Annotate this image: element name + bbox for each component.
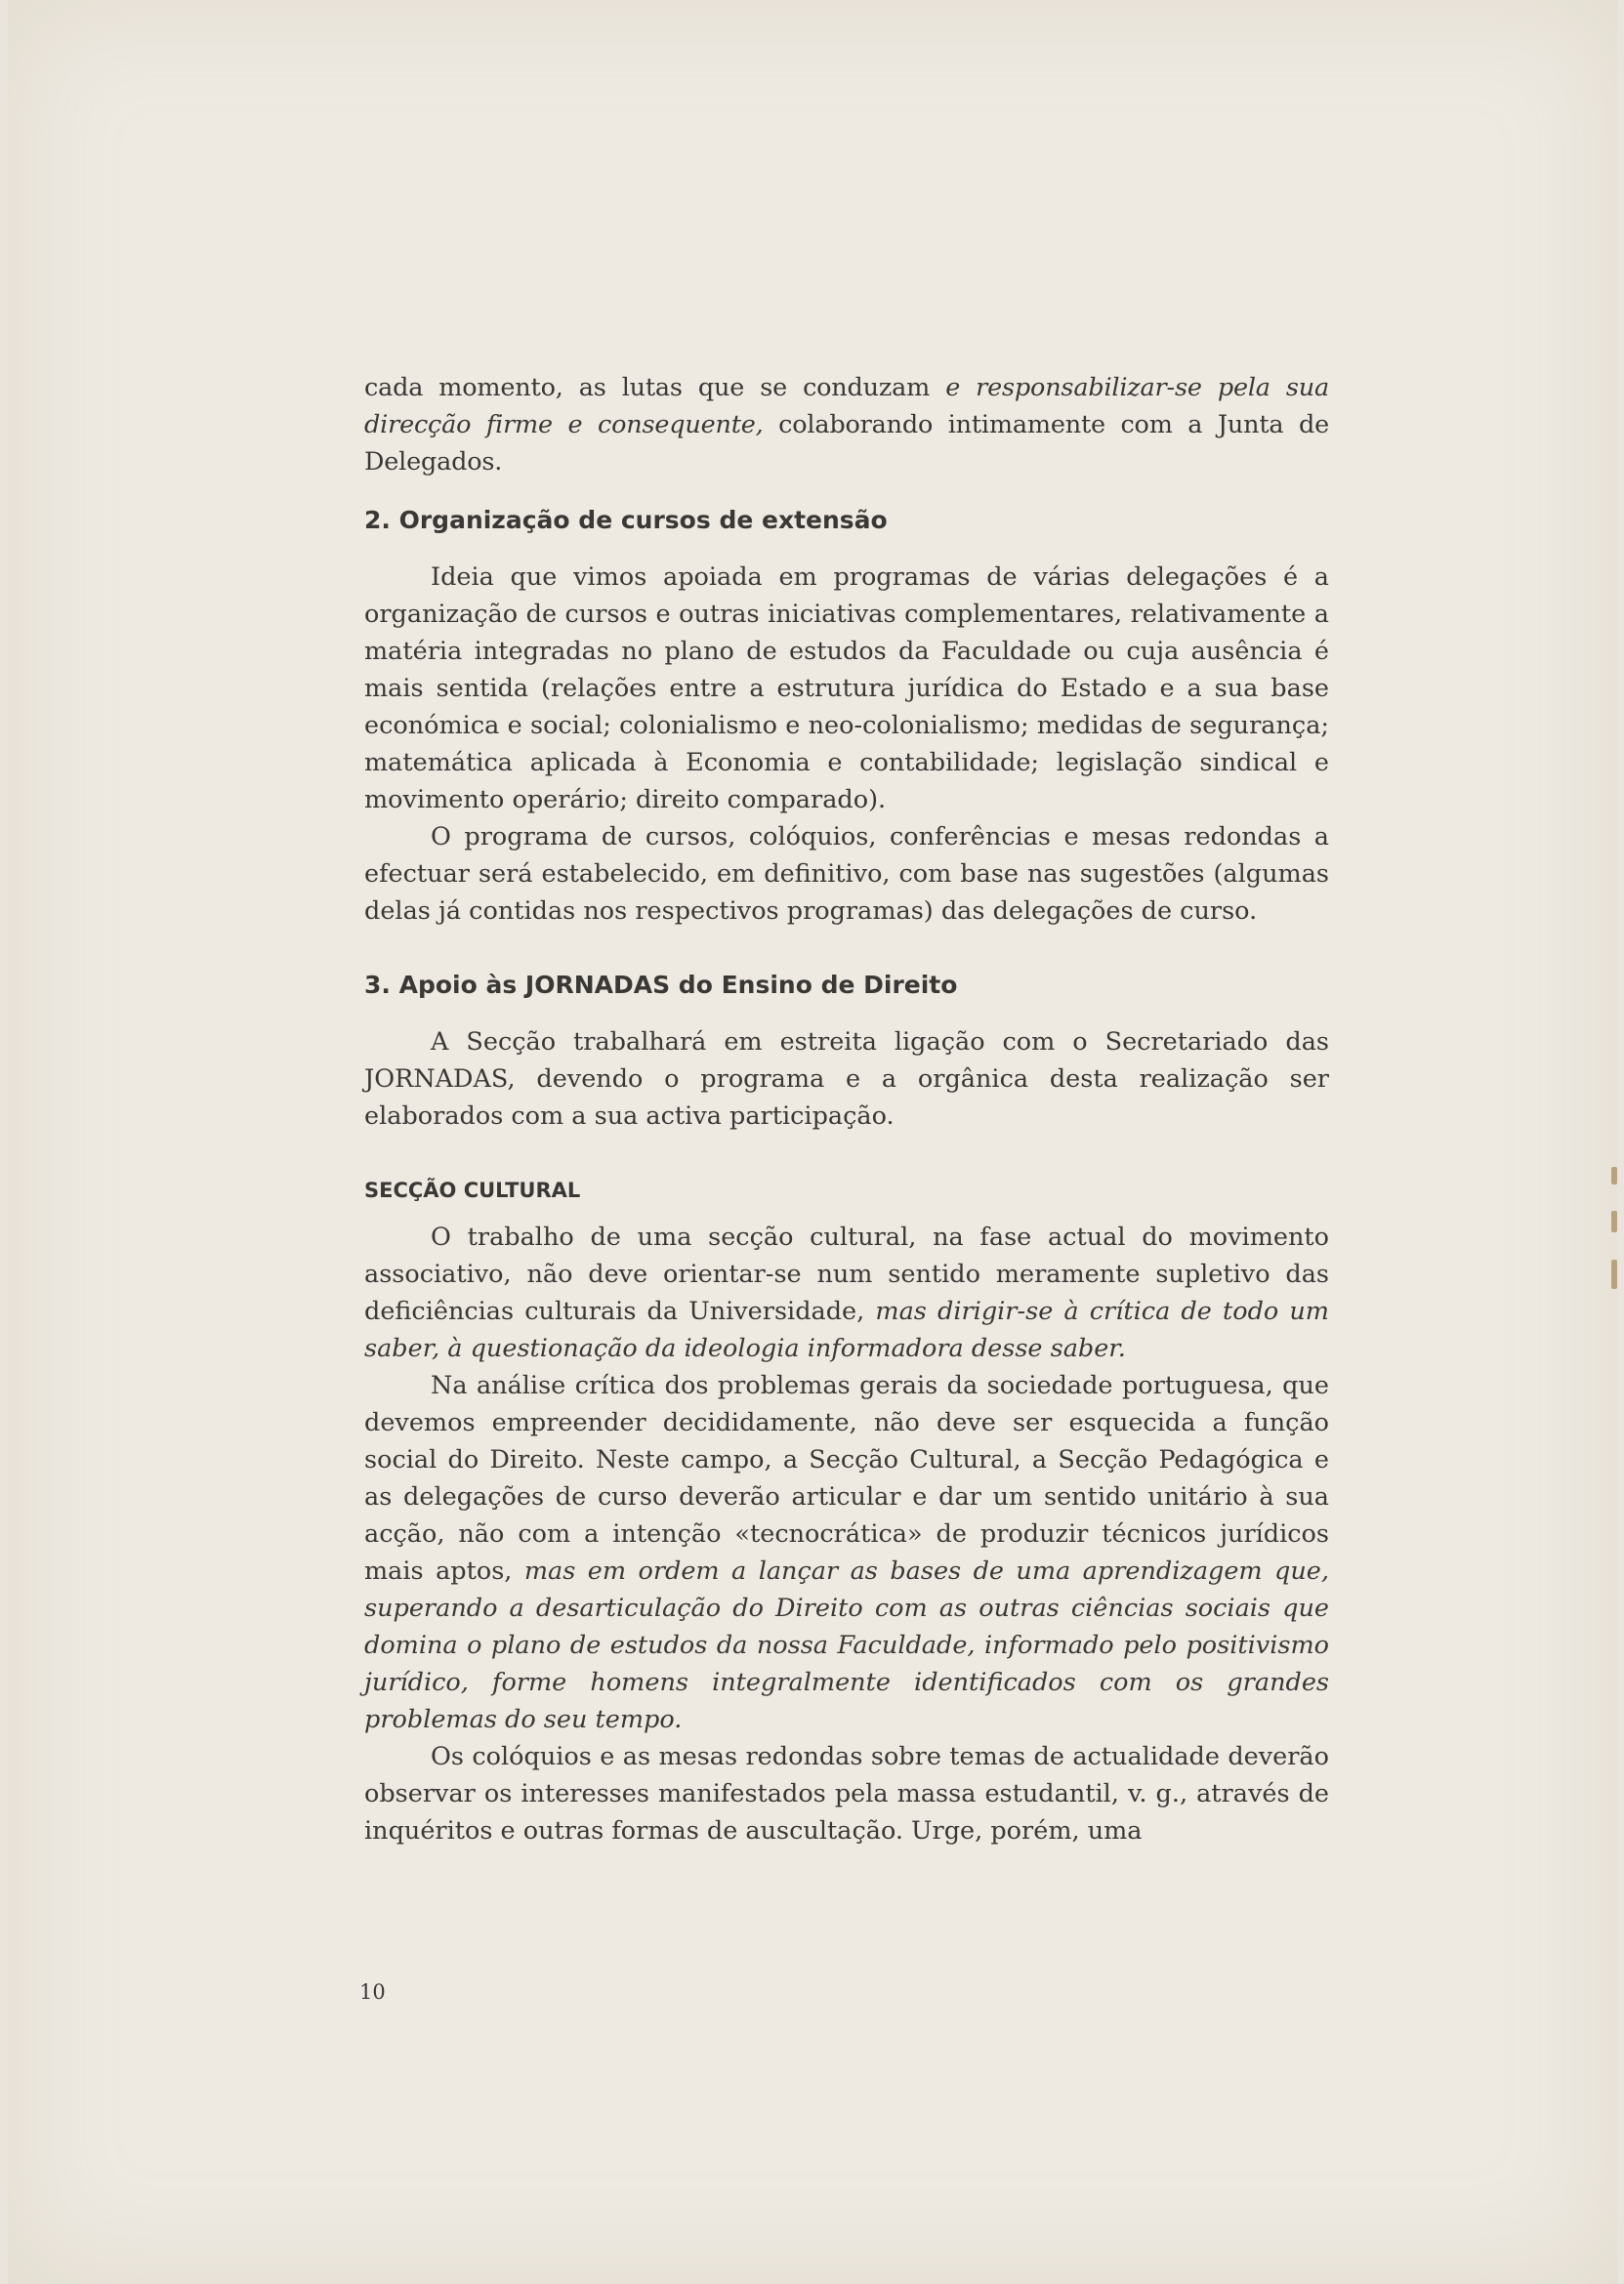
cultural-p1-emphasis: mas dirigir-se à crítica de todo um saber, à questionação da ideologia informadora desse saber. [364,1297,1329,1363]
section-2-heading: 2. Organização de cursos de extensão [364,506,888,534]
edge-stain [1611,1211,1617,1232]
cultural-p1-text: O trabalho de uma secção cultural, na fase actual do movimento associativo, não deve orientar-se num sentido meramente supletivo das deficiências culturais da Universidade, [364,1223,1329,1326]
edge-stain [1611,1260,1617,1289]
cultural-p2-emphasis: mas em ordem a lançar as bases de uma aprendizagem que, superando a desarticulação do Direito com as outras ciências sociais que domina o plano de estudos da nossa Faculdade, informado pelo positivismo jurídico, forme homens integralmente identificados com os grandes problemas do seu tempo. [364,1557,1330,1734]
seccao-cultural-paragraph-1 [364,1219,1329,1367]
section-2-paragraph-2: O programa de cursos, colóquios, conferências e mesas redondas a efectuar será estabelecido, em definitivo, com base nas sugestões (algumas delas já contidas nos respectivos programas) das delegações de curso. [364,822,1329,926]
intro-text-start: cada momento, as lutas que se conduzam [364,373,946,402]
intro-text-end: colaborando intimamente com a Junta de Delegados. [364,410,1330,477]
page-number: 10 [359,1980,386,2004]
intro-paragraph [364,369,1329,480]
section-2-paragraph-1: Ideia que vimos apoiada em programas de várias delegações é a organização de cursos e outras iniciativas complementares, relativamente a matéria integradas no plano de estudos da Faculdade ou cuja ausência é mais sentida (relações entre a estrutura jurídica do Estado e a sua base económica e social; colonialismo e neo-colonialismo; medidas de segurança; matemática aplicada à Economia e contabilidade; legislação sindical e movimento operário; direito comparado). [364,562,1329,814]
edge-stain [1611,1167,1617,1184]
seccao-cultural-heading: SECÇÃO CULTURAL [364,1179,581,1202]
section-3-heading: 3. Apoio às JORNADAS do Ensino de Direito [364,971,958,999]
seccao-cultural-paragraph-3: Os colóquios e as mesas redondas sobre temas de actualidade deverão observar os interesses manifestados pela massa estudantil, v. g., através de inquéritos e outras formas de auscultação. Urge, porém, uma [364,1742,1329,1846]
document-page [8,0,1617,2284]
page-body [364,369,1329,1849]
intro-emphasis: e responsabilizar-se pela sua direcção firme e consequente, [364,373,1329,439]
cultural-p2-text: Na análise crítica dos problemas gerais da sociedade portuguesa, que devemos empreender decididamente, não deve ser esquecida a função social do Direito. Neste campo, a Secção Cultural, a Secção Pedagógica e as delegações de curso deverão articular e dar um sentido unitário à sua acção, não com a intenção «tecnocrática» de produzir técnicos jurídicos mais aptos, [364,1371,1329,1586]
section-3-paragraph-1: A Secção trabalhará em estreita ligação com o Secretariado das JORNADAS, devendo o programa e a orgânica desta realização ser elaborados com a sua activa participação. [364,1027,1329,1131]
seccao-cultural-paragraph-2 [364,1367,1329,1738]
